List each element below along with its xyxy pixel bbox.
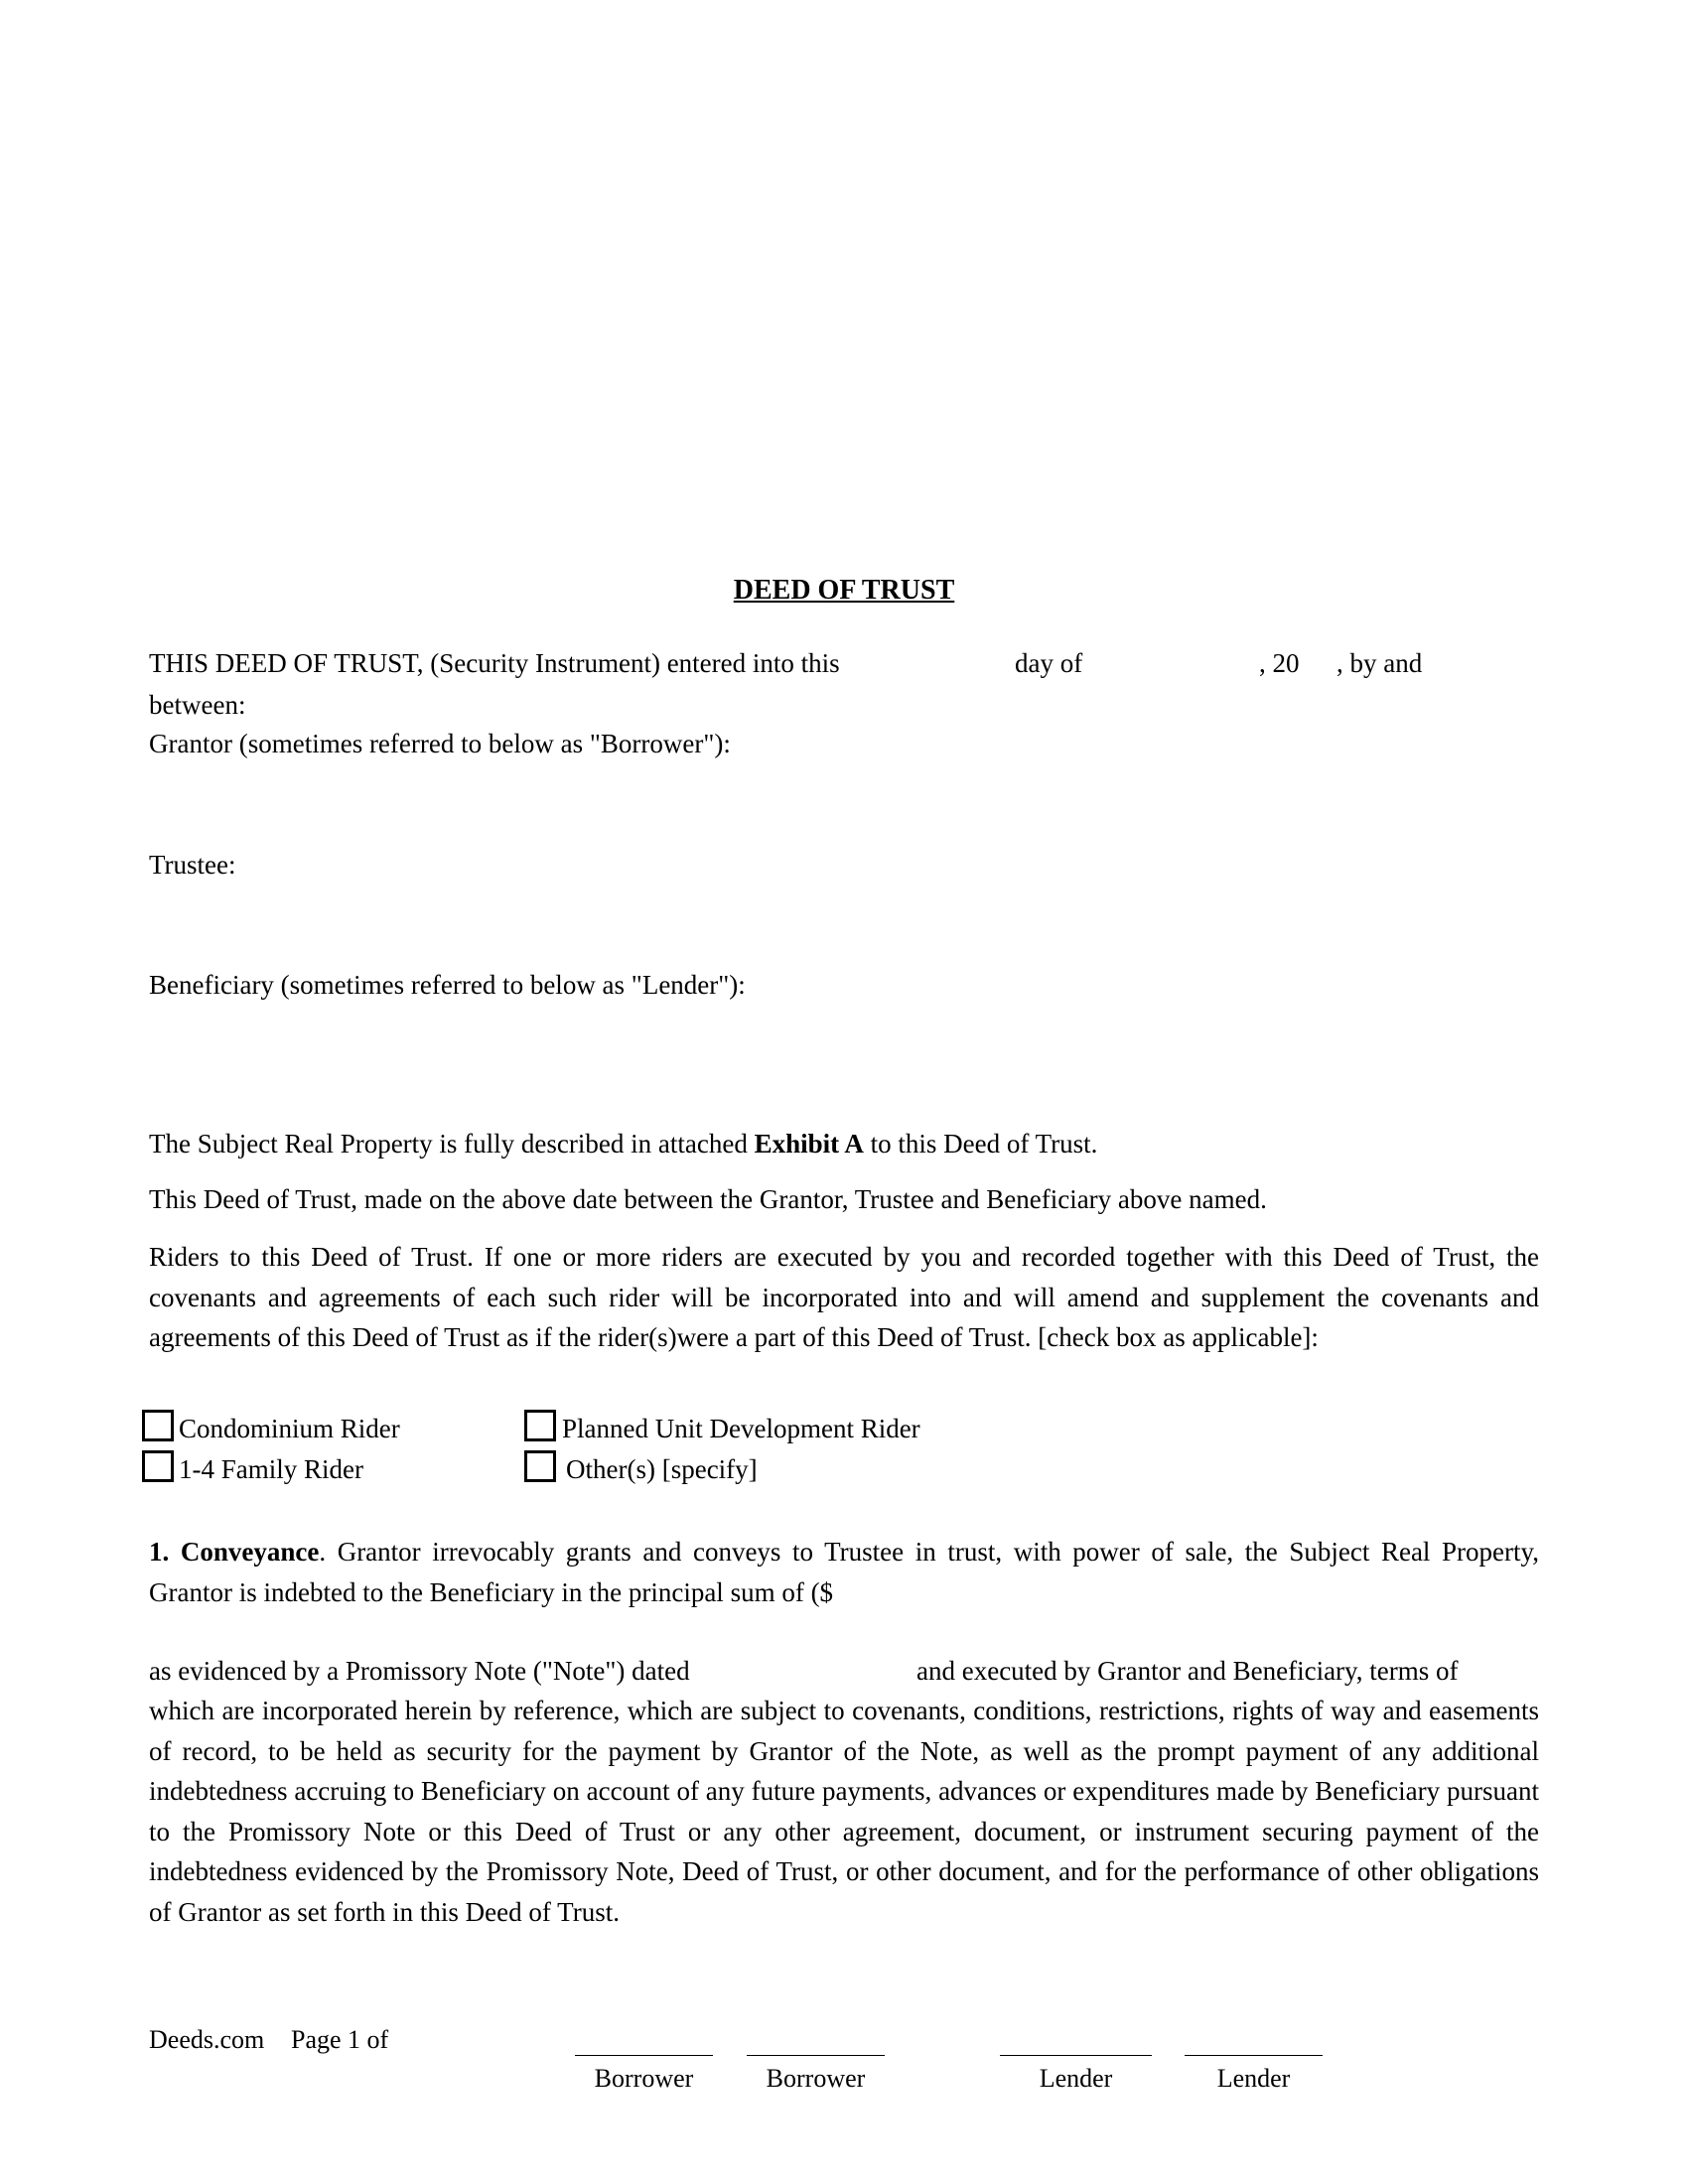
conveyance-heading: 1. Conveyance xyxy=(149,1537,320,1567)
borrower-signature-line[interactable] xyxy=(575,2055,713,2056)
planned-unit-development-rider-checkbox[interactable] xyxy=(524,1410,556,1441)
footer-site: Deeds.com xyxy=(149,2025,265,2054)
lender-signature-label: Lender xyxy=(1039,2064,1113,2093)
exhibit-text-before: The Subject Real Property is fully described in attached xyxy=(149,1129,755,1159)
borrower-signature-line[interactable] xyxy=(747,2055,885,2056)
family-rider-checkbox[interactable] xyxy=(142,1450,174,1482)
intro-day-of: day of xyxy=(1015,648,1083,678)
trustee-label: Trustee: xyxy=(149,850,236,880)
condominium-rider-label: Condominium Rider xyxy=(179,1414,400,1443)
footer-page-number: Page 1 of xyxy=(291,2025,389,2054)
evidenced-text: as evidenced by a Promissory Note ("Note") dated xyxy=(149,1656,690,1686)
grantor-label: Grantor (sometimes referred to below as "Borrower"): xyxy=(149,729,731,758)
conveyance-continuation: which are incorporated herein by reference, which are subject to covenants, conditions, restrictions, rights of way and easements of record, to be held as security for the payment by Grantor of the Note, as well as the prompt payment of any additional indebtedness accruing to Beneficiary on account of any future payments, advances or expenditures made by Beneficiary pursuant to the Promissory Note or this Deed of Trust or any other agreement, document, or instrument securing payment of the indebtedness evidenced by the Promissory Note, Deed of Trust, or other document, and for the performance of other obligations of Grantor as set forth in this Deed of Trust. xyxy=(149,1696,1539,1927)
intro-by-and: , by and xyxy=(1336,648,1423,678)
exhibit-text-after: to this Deed of Trust. xyxy=(863,1129,1098,1159)
intro-year: , 20 xyxy=(1259,648,1300,678)
exhibit-line xyxy=(149,1131,1097,1158)
document-title: DEED OF TRUST xyxy=(733,575,955,606)
planned-unit-development-rider-label: Planned Unit Development Rider xyxy=(562,1414,920,1443)
condominium-rider-checkbox[interactable] xyxy=(142,1410,174,1441)
riders-paragraph: Riders to this Deed of Trust. If one or more riders are executed by you and recorded together with this Deed of Trust, the covenants and agreements of each such rider will be incorporated into and will amend and supplement the covenants and agreements of this Deed of Trust as if the rider(s)were a part of this Deed of Trust. [check box as applicable]: xyxy=(149,1242,1539,1352)
others-rider-label: Other(s) [specify] xyxy=(566,1454,758,1484)
others-rider-checkbox[interactable] xyxy=(524,1450,556,1482)
executed-text: and executed by Grantor and Beneficiary, terms of xyxy=(916,1656,1459,1686)
intro-between: between: xyxy=(149,690,246,720)
beneficiary-label: Beneficiary (sometimes referred to below as "Lender"): xyxy=(149,970,746,1000)
lender-signature-line[interactable] xyxy=(1185,2055,1323,2056)
borrower-signature-label: Borrower xyxy=(766,2064,866,2093)
exhibit-a-reference: Exhibit A xyxy=(754,1129,864,1159)
lender-signature-label: Lender xyxy=(1216,2064,1291,2093)
borrower-signature-label: Borrower xyxy=(594,2064,694,2093)
conveyance-text: . Grantor irrevocably grants and conveys to Trustee in trust, with power of sale, the Subject Real Property, Grantor is indebted to the Beneficiary in the principal sum of ($ xyxy=(149,1537,1540,1607)
lender-signature-line[interactable] xyxy=(1000,2055,1152,2056)
family-rider-label: 1-4 Family Rider xyxy=(179,1454,363,1484)
conveyance-paragraph xyxy=(149,1532,1539,1612)
made-line: This Deed of Trust, made on the above date between the Grantor, Trustee and Beneficiary above named. xyxy=(149,1184,1267,1214)
intro-text: THIS DEED OF TRUST, (Security Instrument) entered into this xyxy=(149,648,840,678)
